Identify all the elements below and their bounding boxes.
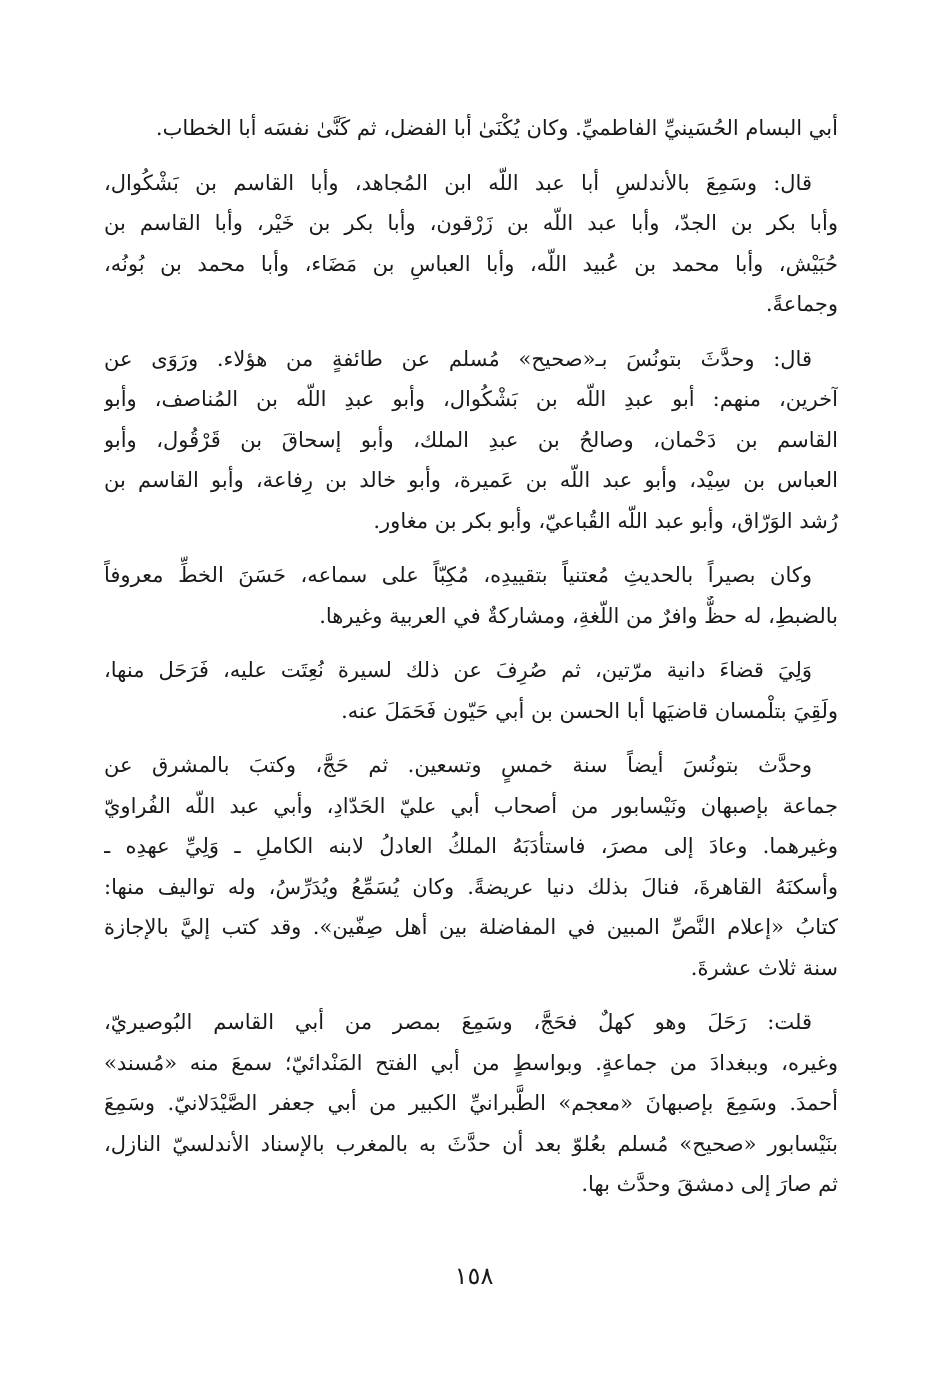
page-number: ١٥٨ [454,1262,494,1290]
text-line: بنَيْسابور «صحيح» مُسلم بعُلوّ بعد أن حدَّثَ به بالمغرب بالإسناد الأندلسيّ النازل، [104,1131,838,1156]
text-line: وجماعةً. [765,292,838,316]
paragraph-1 [104,108,838,149]
text-line: رُشد الوَرّاق، وأبو عبد اللّه القُباعيّ، وأبو بكر بن مغاور. [373,508,838,533]
text-line: وَلِيَ قضاءَ دانية مرّتين، ثم صُرِفَ عن ذلك لسيرة نُعِتَت عليه، فَرَحَل منها، [104,658,812,682]
text-line: وحدَّث بتونُسَ أيضاً سنة خمسٍ وتسعين. ثم حَجَّ، وكتبَ بالمشرق عن [104,753,812,777]
text-line: ولَقِيَ بتلْمسان قاضيَها أبا الحسن بن أبي حَيّون فَحَمَلَ عنه. [341,698,838,723]
text-line: العباس بن سِيْد، وأبو عبد اللّه بن عَميرة، وأبو خالد بن رِفاعة، وأبو القاسم بن [104,468,838,492]
text-line: أحمدَ. وسَمِعَ بإصبهانَ «معجم» الطَّبرانيِّ الكبير من أبي جعفر الصَّيْدَلانيّ. وسَمِعَ [104,1091,838,1115]
paragraph-7 [104,1002,838,1205]
text-line: قال: وسَمِعَ بالأندلسِ أبا عبد اللّه ابن المُجاهد، وأبا القاسم بن بَشْكُوال، [104,170,812,195]
page-body [104,108,838,1219]
text-line: أبي البسام الحُسَينيِّ الفاطميِّ. وكان يُكْنَىٰ أبا الفضل، ثم كَنَّىٰ نفسَه أبا الخطاب. [155,116,838,140]
text-line: ثم صارَ إلى دمشقَ وحدَّث بها. [581,1172,838,1196]
paragraph-2 [104,163,838,325]
text-line: وغيرهما. وعادَ إلى مصرَ، فاستأدَبَهُ الملكُ العادلُ لابنه الكاملِ ـ وَلِيِّ عهدِه ـ [104,834,838,858]
text-line: وكان بصيراً بالحديثِ مُعتنياً بتقييدِه، مُكِبّاً على سماعه، حَسَنَ الخطِّ معروفاً [104,563,812,587]
text-line: وغيره، وببغدادَ من جماعةٍ. وبواسطٍ من أبي الفتح المَنْدائيّ؛ سمعَ منه «مُسند» [104,1050,838,1075]
text-line: جماعة بإصبهان ونَيْسابور من أصحاب أبي عليّ الحَدّادِ، وأبي عبد اللّه الفُراويّ [104,793,838,818]
text-line: قلت: رَحَلَ وهو كهلٌ فحَجَّ، وسَمِعَ بمصر من أبي القاسم البُوصيريّ، [104,1010,812,1034]
text-line: بالضبطِ، له حظٌّ وافرٌ من اللّغةِ، ومشاركةٌ في العربية وغيرها. [319,603,838,628]
text-line: وأسكنَهُ القاهرةَ، فنالَ بذلك دنيا عريضةً. وكان يُسَمِّعُ ويُدَرِّسُ، وله تواليف منها: [104,874,838,899]
text-line: القاسم بن دَحْمان، وصالحُ بن عبدِ الملك، وأبو إسحاقَ بن قَرْقُول، وأبو [104,427,838,452]
paragraph-6 [104,745,838,988]
text-line: سنة ثلاث عشرةَ. [690,955,838,980]
text-line: قال: وحدَّثَ بتونُسَ بـ«صحيح» مُسلم عن طائفةٍ من هؤلاء. ورَوَى عن [104,346,812,371]
text-line: حُبَيْش، وأبا محمد بن عُبيد اللّه، وأبا العباسِ بن مَضَاء، وأبا محمد بن بُونُه، [104,251,838,276]
text-line: وأبا بكر بن الجدّ، وأبا عبد اللّه بن زَرْقون، وأبا بكر بن خَيْر، وأبا القاسم بن [104,211,838,235]
paragraph-5 [104,650,838,731]
text-line: كتابُ «إعلام النَّصِّ المبين في المفاضلة بين أهل صِفّين». وقد كتب إليَّ بالإجازة [104,915,838,939]
paragraph-3 [104,339,838,542]
paragraph-4 [104,555,838,636]
text-line: آخرين، منهم: أبو عبدِ اللّه بن بَشْكُوال، وأبو عبدِ اللّه بن المُناصف، وأبو [104,387,838,411]
